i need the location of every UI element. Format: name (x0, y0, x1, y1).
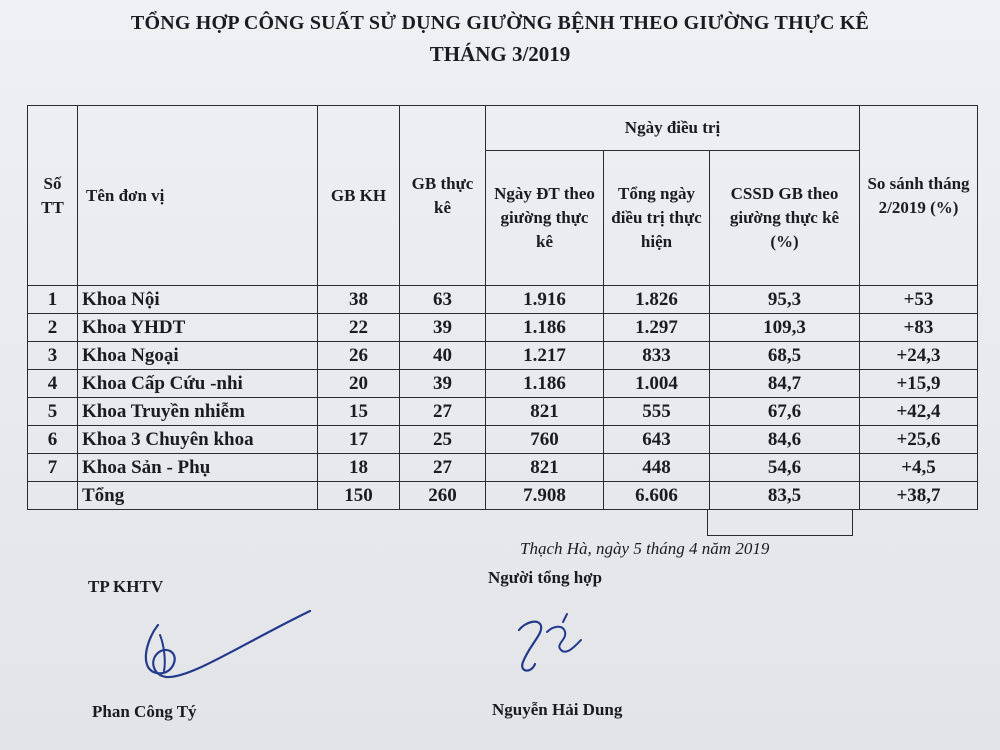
row-unit-name: Khoa Ngoại (78, 342, 318, 370)
row-gb-thuc-ke: 27 (400, 398, 486, 426)
row-cssd: 67,6 (710, 398, 860, 426)
row-tong-ngay: 448 (604, 454, 710, 482)
row-so-sanh: +53 (860, 286, 978, 314)
row-unit-name: Khoa Nội (78, 286, 318, 314)
row-tong-ngay: 1.004 (604, 370, 710, 398)
row-gb-kh: 26 (318, 342, 400, 370)
total-stt-cell (28, 482, 78, 510)
table-row (28, 370, 978, 398)
row-cssd: 95,3 (710, 286, 860, 314)
table-row (28, 426, 978, 454)
left-signer-name: Phan Công Tý (92, 702, 197, 721)
header-gb-kh: GB KH (318, 106, 400, 286)
row-ngay-dt: 821 (486, 398, 604, 426)
row-tong-ngay: 643 (604, 426, 710, 454)
left-signer-title: TP KHTV (88, 577, 164, 596)
table-row (28, 286, 978, 314)
row-stt: 6 (28, 426, 78, 454)
row-ngay-dt: 1.916 (486, 286, 604, 314)
row-gb-thuc-ke: 40 (400, 342, 486, 370)
row-stt: 3 (28, 342, 78, 370)
row-stt: 2 (28, 314, 78, 342)
table-row (28, 398, 978, 426)
total-gb-kh: 150 (318, 482, 400, 510)
row-tong-ngay: 833 (604, 342, 710, 370)
table-row (28, 342, 978, 370)
right-signature-icon (505, 600, 615, 680)
header-ngay-dieu-tri: Ngày điều trị (486, 106, 860, 151)
header-gb-thuc-ke: GB thực kê (400, 106, 486, 286)
total-cssd: 83,5 (710, 482, 860, 510)
document-subtitle: THÁNG 3/2019 (429, 42, 571, 66)
total-tong-ngay: 6.606 (604, 482, 710, 510)
left-signature-icon (120, 605, 320, 695)
row-unit-name: Khoa YHDT (78, 314, 318, 342)
total-row (28, 482, 978, 510)
row-stt: 4 (28, 370, 78, 398)
row-gb-thuc-ke: 27 (400, 454, 486, 482)
bed-usage-table (27, 105, 978, 510)
row-cssd: 68,5 (710, 342, 860, 370)
row-unit-name: Khoa Cấp Cứu -nhi (78, 370, 318, 398)
header-cssd-gb: CSSD GB theo giường thực kê (%) (710, 151, 860, 286)
header-ngay-dt-theo-giuong: Ngày ĐT theo giường thực kê (486, 151, 604, 286)
right-signer-title: Người tổng hợp (488, 568, 603, 587)
total-ngay-dt: 7.908 (486, 482, 604, 510)
row-stt: 5 (28, 398, 78, 426)
row-cssd: 84,6 (710, 426, 860, 454)
row-gb-kh: 20 (318, 370, 400, 398)
header-unit-name: Tên đơn vị (78, 106, 318, 286)
row-gb-thuc-ke: 39 (400, 314, 486, 342)
row-so-sanh: +15,9 (860, 370, 978, 398)
row-cssd: 54,6 (710, 454, 860, 482)
row-tong-ngay: 1.826 (604, 286, 710, 314)
row-so-sanh: +42,4 (860, 398, 978, 426)
date-line: Thạch Hà, ngày 5 tháng 4 năm 2019 (520, 539, 770, 558)
row-cssd: 84,7 (710, 370, 860, 398)
row-stt: 1 (28, 286, 78, 314)
row-cssd: 109,3 (710, 314, 860, 342)
row-tong-ngay: 555 (604, 398, 710, 426)
row-tong-ngay: 1.297 (604, 314, 710, 342)
row-gb-kh: 18 (318, 454, 400, 482)
row-ngay-dt: 821 (486, 454, 604, 482)
right-signer-name: Nguyễn Hải Dung (492, 700, 623, 719)
row-so-sanh: +83 (860, 314, 978, 342)
row-gb-kh: 38 (318, 286, 400, 314)
header-tong-ngay-dieu-tri: Tổng ngày điều trị thực hiện (604, 151, 710, 286)
table-row (28, 314, 978, 342)
total-label: Tổng (78, 482, 318, 510)
header-so-sanh: So sánh tháng 2/2019 (%) (860, 106, 978, 286)
row-gb-kh: 22 (318, 314, 400, 342)
row-unit-name: Khoa 3 Chuyên khoa (78, 426, 318, 454)
row-gb-kh: 17 (318, 426, 400, 454)
row-ngay-dt: 1.217 (486, 342, 604, 370)
row-ngay-dt: 1.186 (486, 370, 604, 398)
row-unit-name: Khoa Truyền nhiễm (78, 398, 318, 426)
row-so-sanh: +24,3 (860, 342, 978, 370)
empty-cell-box (707, 509, 853, 536)
row-gb-thuc-ke: 63 (400, 286, 486, 314)
row-so-sanh: +4,5 (860, 454, 978, 482)
document-title: TỔNG HỢP CÔNG SUẤT SỬ DỤNG GIƯỜNG BỆNH THEO GIƯỜNG THỰC KÊ (130, 12, 870, 34)
header-stt: Số TT (28, 106, 78, 286)
row-unit-name: Khoa Sản - Phụ (78, 454, 318, 482)
total-gb-thuc-ke: 260 (400, 482, 486, 510)
row-gb-thuc-ke: 39 (400, 370, 486, 398)
table-row (28, 454, 978, 482)
row-gb-thuc-ke: 25 (400, 426, 486, 454)
total-so-sanh: +38,7 (860, 482, 978, 510)
row-ngay-dt: 760 (486, 426, 604, 454)
row-stt: 7 (28, 454, 78, 482)
row-so-sanh: +25,6 (860, 426, 978, 454)
row-ngay-dt: 1.186 (486, 314, 604, 342)
row-gb-kh: 15 (318, 398, 400, 426)
